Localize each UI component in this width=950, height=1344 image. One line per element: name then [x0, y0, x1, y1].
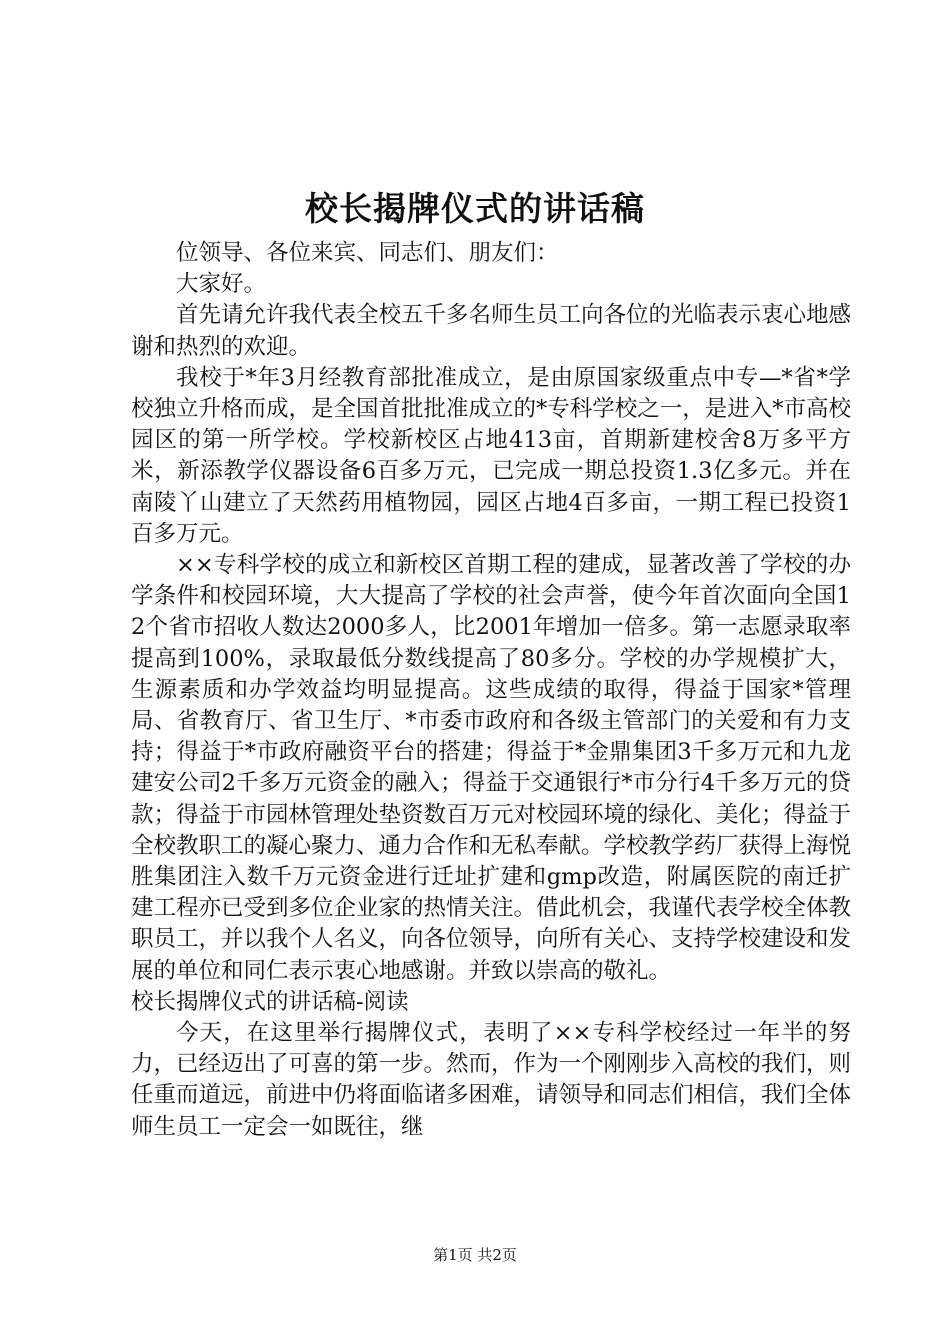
salutation-paragraph: 大家好。	[176, 271, 267, 298]
document-body	[131, 238, 851, 1143]
achievements-paragraph: ××专科学校的成立和新校区首期工程的建成，显著改善了学校的办学条件和校园环境，大大提高了学校的社会声誉，使今年首次面向全国12个省市招收人数达2000多人，比2001年增加一倍多。第一志愿录取率提高到100%，录取最低分数线提高了80多分。学校的办学规模扩大，生源素质和办学效益均明显提高。这些成绩的取得，得益于国家*管理局、省教育厅、省卫生厅、*市委市政府和各级主管部门的关爱和有力支持；得益于*市政府融资平台的搭建；得益于*金鼎集团3千多万元和九龙建安公司2千多万元资金的融入；得益于交通银行*市分行4千多万元的贷款；得益于市园林管理处垫资数百万元对校园环境的绿化、美化；得益于全校教职工的凝心聚力、通力合作和无私奉献。学校教学药厂获得上海悦胜集团注入数千万元资金进行迁址扩建和gmp改造，附属医院的南迁扩建工程亦已受到多位企业家的热情关注。借此机会，我谨代表学校全体教职员工，并以我个人名义，向各位领导，向所有关心、支持学校建设和发展的单位和同仁表示衷心地感谢。并致以崇高的敬礼。	[131, 552, 852, 984]
greeting-paragraph: 位领导、各位来宾、同志们、朋友们：	[176, 240, 559, 266]
page-number-footer: 第1页 共2页	[433, 1246, 517, 1264]
section-heading: 校长揭牌仪式的讲话稿-阅读	[131, 988, 409, 1015]
welcome-paragraph: 首先请允许我代表全校五千多名师生员工向各位的光临表示衷心地感谢和热烈的欢迎。	[131, 302, 852, 360]
document-title: 校长揭牌仪式的讲话稿	[305, 189, 645, 228]
closing-paragraph: 今天，在这里举行揭牌仪式，表明了××专科学校经过一年半的努力，已经迈出了可喜的第一步。然而，作为一个刚刚步入高校的我们，则任重而道远，前进中仍将面临诸多困难，请领导和同志们相信，我们全体师生员工一定会一如既往，继	[131, 1020, 852, 1140]
school-history-paragraph: 我校于*年3月经教育部批准成立，是由原国家级重点中专—*省*学校独立升格而成，是全国首批批准成立的*专科学校之一，是进入*市高校园区的第一所学校。学校新校区占地413亩，首期新建校舍8万多平方米，新添教学仪器设备6百多万元，已完成一期总投资1.3亿多元。并在南陵丫山建立了天然药用植物园，园区占地4百多亩，一期工程已投资1百多万元。	[131, 364, 852, 547]
